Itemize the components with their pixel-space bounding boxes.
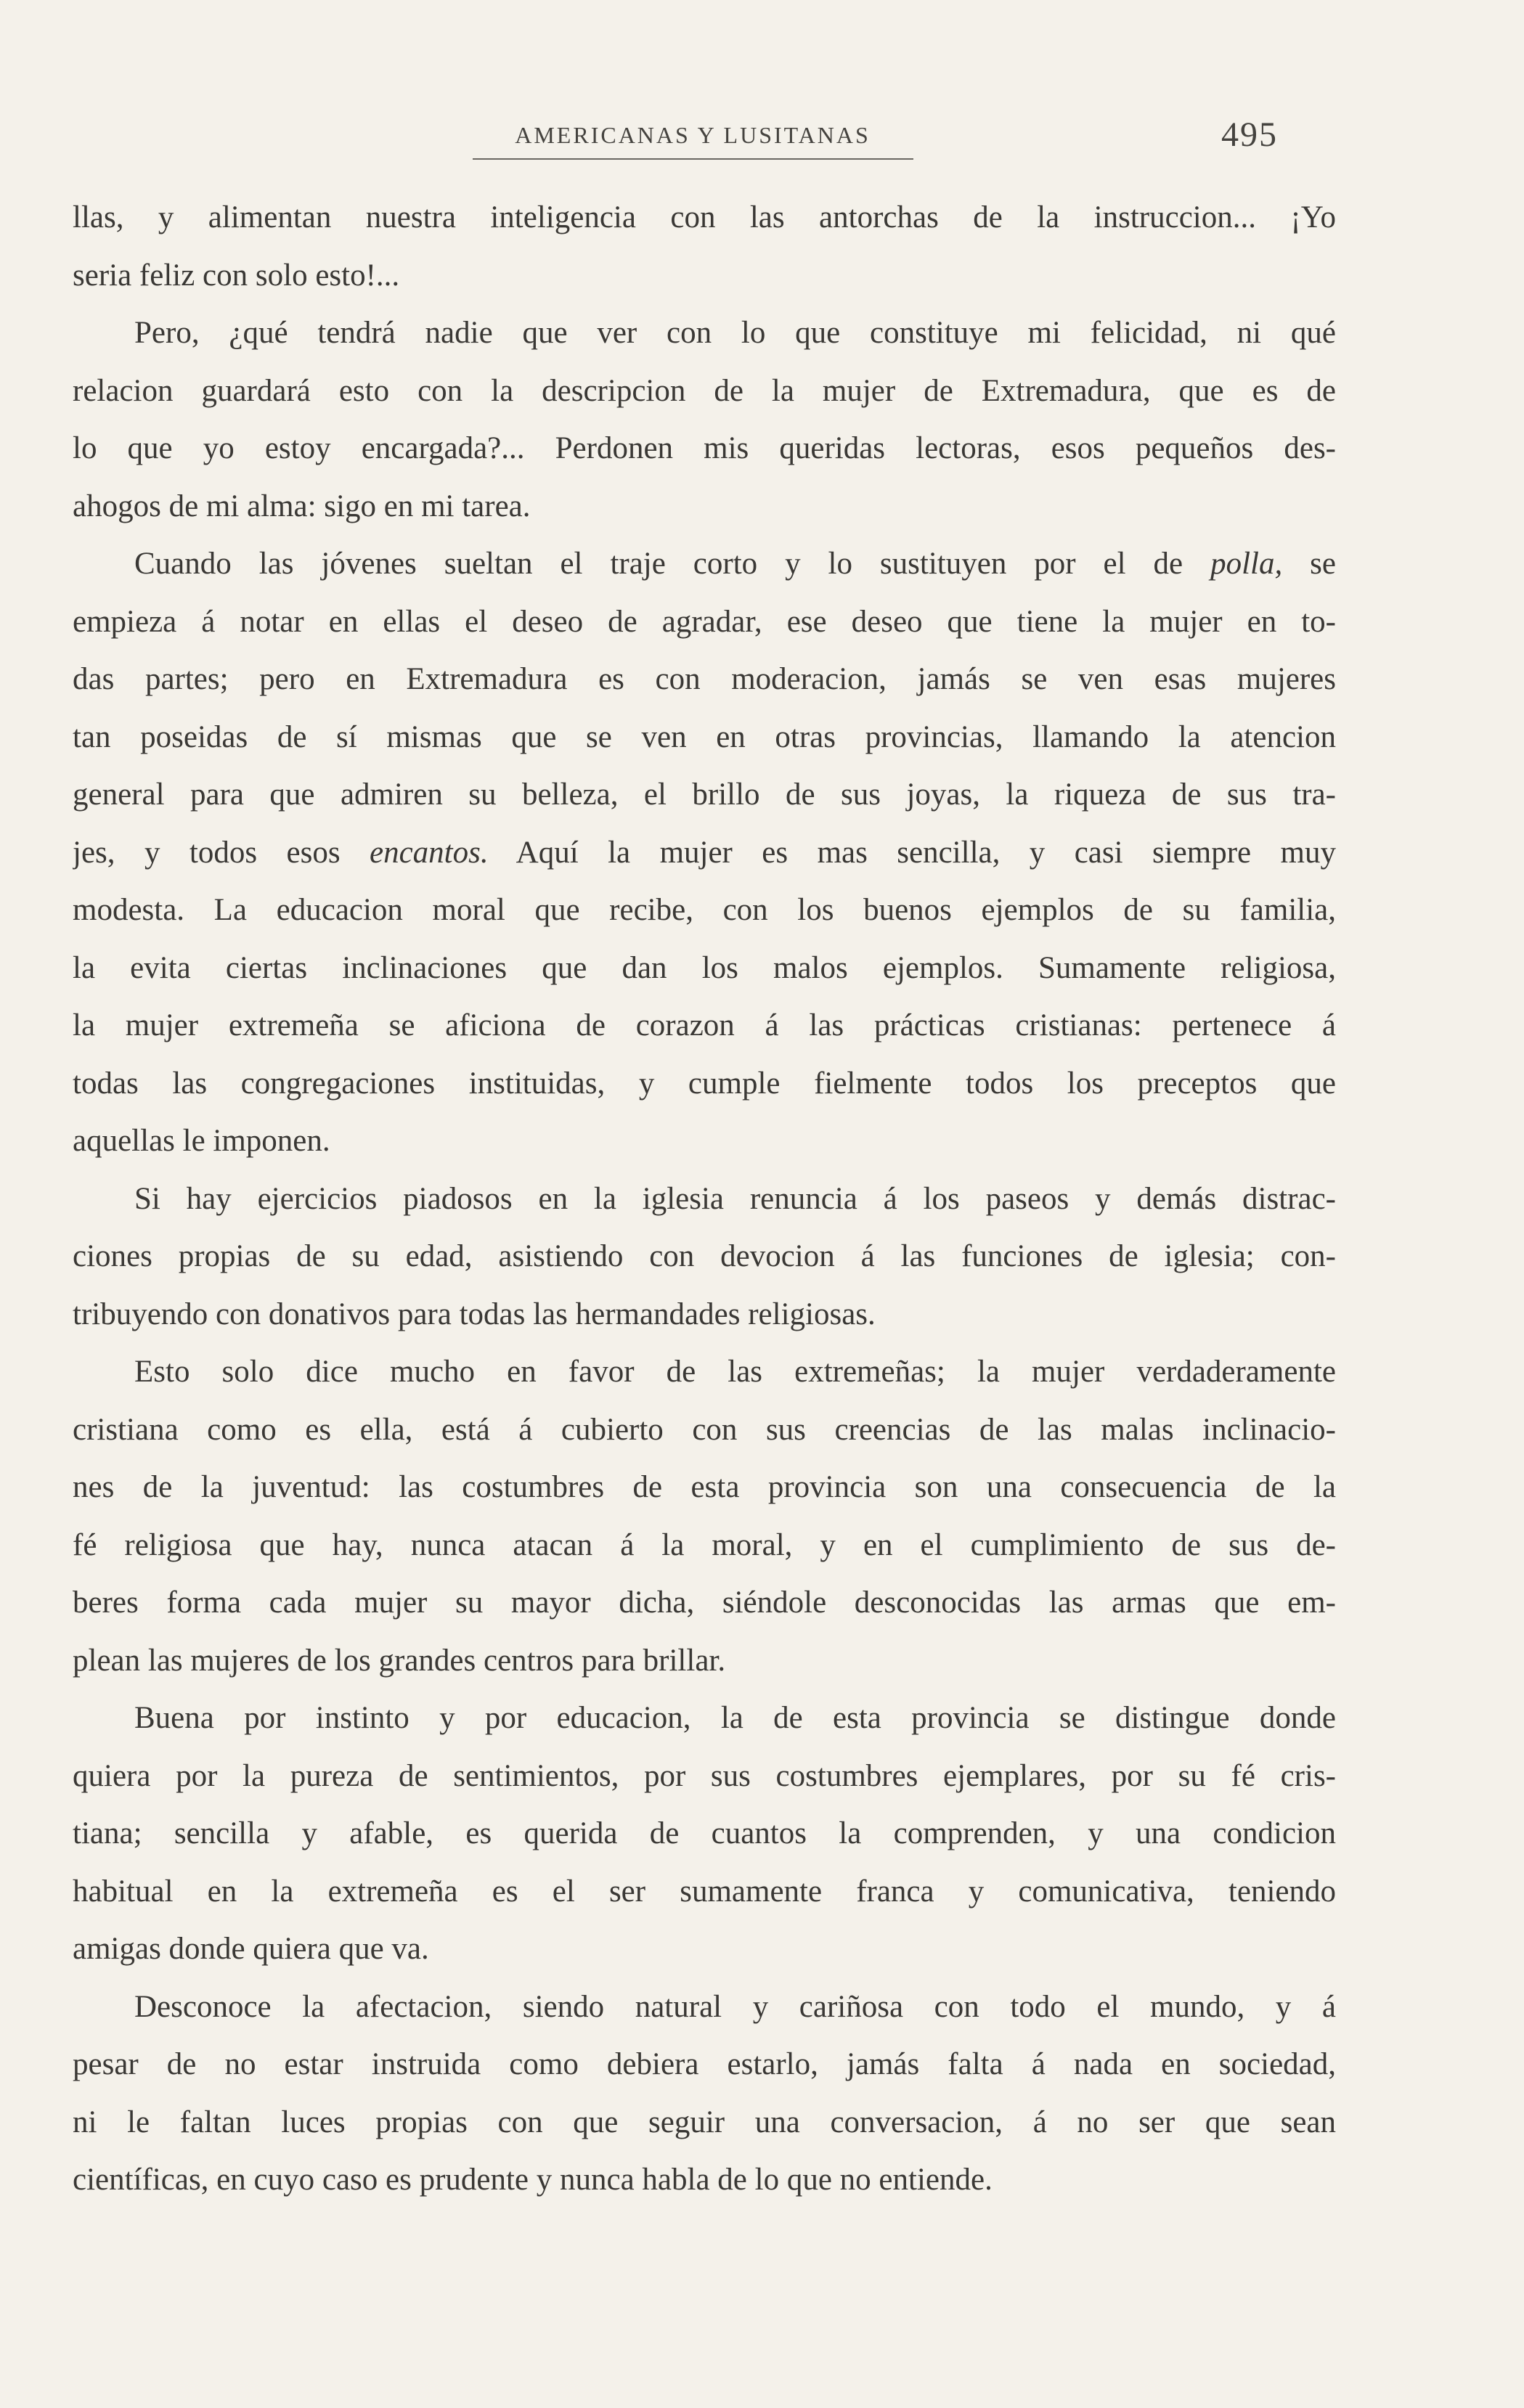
text-line: llas, y alimentan nuestra inteligencia con las antorchas de la instruccion... ¡Yo — [73, 200, 1336, 234]
text-line: Desconoce la afectacion, siendo natural y cariñosa con todo el mundo, y á — [134, 1989, 1336, 2024]
text-line: seria feliz con solo esto!... — [73, 258, 400, 293]
header-rule — [473, 158, 913, 160]
text-line: empieza á notar en ellas el deseo de agradar, ese deseo que tiene la mujer en to- — [73, 604, 1336, 639]
text-line: general para que admiren su belleza, el brillo de sus joyas, la riqueza de sus tra- — [73, 778, 1336, 812]
text-line: tribuyendo con donativos para todas las hermandades religiosas. — [73, 1297, 876, 1331]
text-line: plean las mujeres de los grandes centros para brillar. — [73, 1643, 726, 1678]
text-line: modesta. La educacion moral que recibe, con los buenos ejemplos de su familia, — [73, 893, 1336, 927]
body-text — [73, 189, 1336, 2209]
text-line: tan poseidas de sí mismas que se ven en otras provincias, llamando la atencion — [73, 719, 1336, 754]
paragraph — [73, 1689, 1336, 1978]
text-line: ciones propias de su edad, asistiendo con devocion á las funciones de iglesia; con- — [73, 1239, 1336, 1273]
text-line: amigas donde quiera que va. — [73, 1932, 429, 1966]
text-line: relacion guardará esto con la descripcion de la mujer de Extremadura, que es de — [73, 373, 1336, 408]
text-line: científicas, en cuyo caso es prudente y nunca habla de lo que no entiende. — [73, 2163, 993, 2197]
paragraph — [73, 1170, 1336, 1344]
text-line: Buena por instinto y por educacion, la de esta provincia se distingue donde — [134, 1701, 1336, 1735]
running-head-title: AMERICANAS Y LUSITANAS — [515, 122, 871, 148]
text-line: nes de la juventud: las costumbres de esta provincia son una consecuencia de la — [73, 1470, 1336, 1504]
text-line: Cuando las jóvenes sueltan el traje corto y lo sustituyen por el de polla, se — [134, 547, 1336, 581]
text-line: beres forma cada mujer su mayor dicha, siéndole desconocidas las armas que em- — [73, 1585, 1336, 1620]
page-number: 495 — [1221, 115, 1278, 154]
paragraph — [73, 1978, 1336, 2209]
text-line: Si hay ejercicios piadosos en la iglesia renuncia á los paseos y demás distrac- — [134, 1181, 1336, 1216]
text-line: ahogos de mi alma: sigo en mi tarea. — [73, 489, 531, 523]
text-line: Pero, ¿qué tendrá nadie que ver con lo que constituye mi felicidad, ni qué — [134, 316, 1336, 350]
text-line: la mujer extremeña se aficiona de corazon á las prácticas cristianas: pertenece á — [73, 1008, 1336, 1042]
paragraph — [73, 304, 1336, 535]
text-line: das partes; pero en Extremadura es con moderacion, jamás se ven esas mujeres — [73, 662, 1336, 696]
text-line: cristiana como es ella, está á cubierto con sus creencias de las malas inclinacio- — [73, 1412, 1336, 1447]
text-line: Esto solo dice mucho en favor de las extremeñas; la mujer verdaderamente — [134, 1355, 1336, 1389]
text-line: pesar de no estar instruida como debiera estarlo, jamás falta á nada en sociedad, — [73, 2047, 1336, 2081]
italic-word: encantos. — [370, 835, 489, 870]
text-line: quiera por la pureza de sentimientos, por sus costumbres ejemplares, por su fé cris- — [73, 1758, 1336, 1793]
paragraph — [73, 535, 1336, 1170]
italic-word: polla, — [1210, 547, 1283, 581]
text-line: todas las congregaciones instituidas, y cumple fielmente todos los preceptos que — [73, 1066, 1336, 1101]
text-line: ni le faltan luces propias con que seguir una conversacion, á no ser que sean — [73, 2105, 1336, 2139]
text-line: tiana; sencilla y afable, es querida de cuantos la comprenden, y una condicion — [73, 1816, 1336, 1850]
text-line: habitual en la extremeña es el ser sumamente franca y comunicativa, teniendo — [73, 1874, 1336, 1909]
text-line: jes, y todos esos encantos. Aquí la mujer es mas sencilla, y casi siempre muy — [73, 835, 1336, 870]
paragraph — [73, 189, 1336, 304]
paragraph — [73, 1343, 1336, 1689]
text-line: la evita ciertas inclinaciones que dan los malos ejemplos. Sumamente religiosa, — [73, 950, 1336, 985]
text-line: lo que yo estoy encargada?... Perdonen mis queridas lectoras, esos pequeños des- — [73, 431, 1336, 465]
text-line: aquellas le imponen. — [73, 1124, 330, 1158]
text-line: fé religiosa que hay, nunca atacan á la moral, y en el cumplimiento de sus de- — [73, 1527, 1336, 1562]
